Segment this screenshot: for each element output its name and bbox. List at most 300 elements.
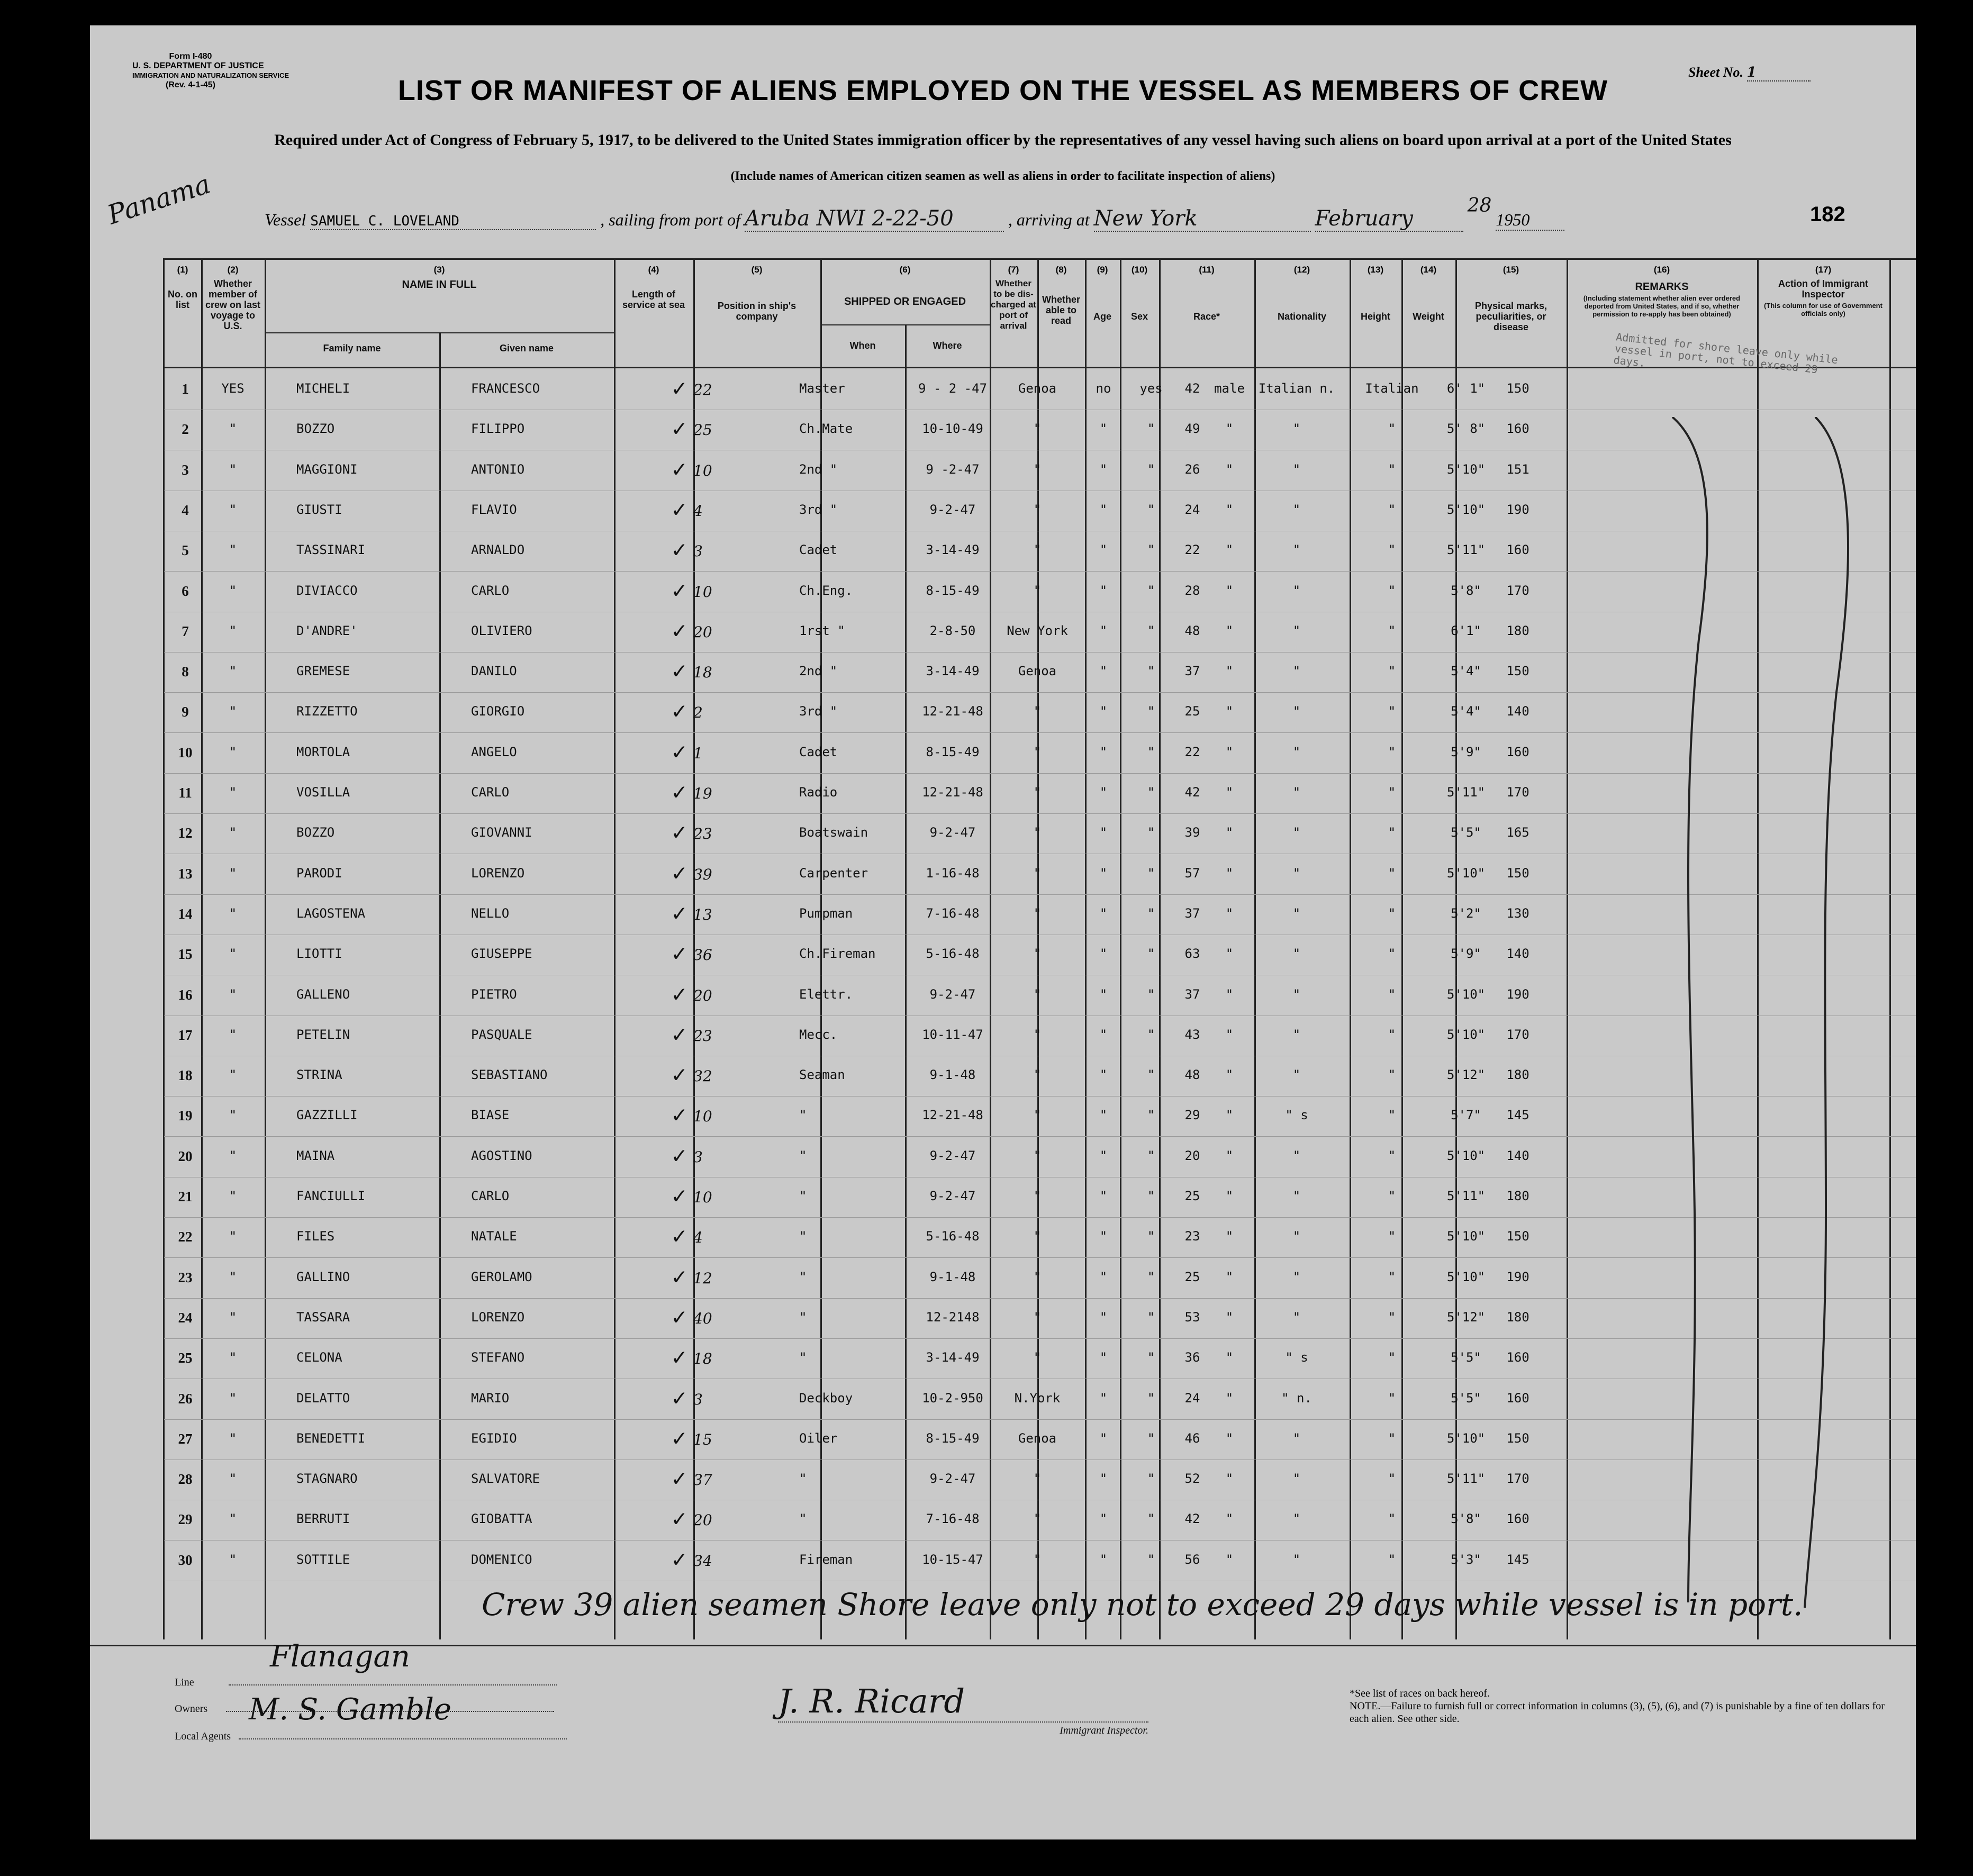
given-name: MARIO xyxy=(471,1390,510,1406)
family-name: SOTTILE xyxy=(296,1552,350,1567)
race: " xyxy=(1292,1511,1301,1527)
weight: 140 xyxy=(1506,1148,1529,1163)
row-number: 10 xyxy=(178,744,193,760)
check-mark-icon: ✓ xyxy=(672,576,686,604)
race: " xyxy=(1292,664,1301,679)
shipped-when: 5-16-48 xyxy=(926,946,980,962)
position: " xyxy=(799,1350,807,1365)
race: " xyxy=(1292,502,1301,517)
height: 5'12" xyxy=(1446,1067,1486,1083)
crew-last-voyage: " xyxy=(229,542,237,558)
nationality: " xyxy=(1388,744,1396,759)
nationality: " xyxy=(1388,1148,1396,1163)
sex: " xyxy=(1225,905,1234,921)
check-mark-icon: ✓ xyxy=(672,657,686,685)
height: 5'5" xyxy=(1451,1390,1481,1406)
nationality: " xyxy=(1388,1471,1396,1487)
discharged: no xyxy=(1096,381,1111,396)
shipped-where: " xyxy=(1033,502,1042,517)
sex: " xyxy=(1225,1430,1234,1446)
able-to-read: " xyxy=(1147,623,1155,638)
given-name: LORENZO xyxy=(471,865,525,881)
shipped-where: " xyxy=(1033,865,1042,881)
age: 22 xyxy=(1184,744,1200,759)
crew-last-voyage: " xyxy=(229,461,237,477)
height: 5'11" xyxy=(1446,542,1486,558)
height: 5'10" xyxy=(1446,1430,1486,1446)
sex: " xyxy=(1225,825,1234,840)
length-of-service: 23 xyxy=(693,1027,712,1045)
given-name: FLAVIO xyxy=(471,502,517,517)
shipped-when: 3-14-49 xyxy=(926,1350,980,1365)
able-to-read: " xyxy=(1147,1430,1155,1446)
given-name: DOMENICO xyxy=(471,1552,532,1567)
length-of-service: 10 xyxy=(693,1189,712,1206)
discharged: " xyxy=(1099,1390,1108,1406)
shipped-when: 9-2-47 xyxy=(929,986,976,1002)
age: 25 xyxy=(1184,704,1200,719)
discharged: " xyxy=(1099,704,1108,719)
weight: 160 xyxy=(1506,421,1529,437)
weight: 170 xyxy=(1506,583,1529,598)
col-num: (12) xyxy=(1293,265,1310,275)
height: 5'10" xyxy=(1446,986,1486,1002)
sex: " xyxy=(1225,1350,1234,1365)
row-number: 13 xyxy=(178,865,193,882)
discharged: " xyxy=(1099,986,1108,1002)
shipped-where: " xyxy=(1033,744,1042,759)
row-number: 21 xyxy=(178,1189,193,1204)
able-to-read: " xyxy=(1147,1229,1155,1244)
inspector-line xyxy=(778,1721,1148,1737)
row-number: 11 xyxy=(178,785,192,801)
age: 25 xyxy=(1184,1189,1200,1203)
sex: " xyxy=(1225,421,1234,437)
weight: 150 xyxy=(1506,1229,1529,1244)
header-remarks: REMARKS xyxy=(1635,281,1689,293)
nationality: " xyxy=(1388,1027,1396,1042)
given-name: BIASE xyxy=(471,1108,510,1123)
sex: " xyxy=(1225,1511,1234,1527)
family-name: BOZZO xyxy=(296,421,335,437)
shipped-when: 3-14-49 xyxy=(926,664,980,679)
race: " xyxy=(1292,785,1301,800)
position: " xyxy=(799,1229,807,1244)
shipped-when: 12-21-48 xyxy=(922,1108,983,1123)
nationality: " xyxy=(1388,1511,1396,1527)
family-name: STRINA xyxy=(296,1067,342,1083)
discharged: " xyxy=(1099,1269,1108,1284)
row-number: 18 xyxy=(178,1067,193,1084)
row-number: 29 xyxy=(178,1511,193,1528)
row-number: 2 xyxy=(182,421,189,438)
race: " xyxy=(1292,1148,1301,1163)
race: " xyxy=(1292,1269,1301,1284)
races-note: *See list of races on back hereof. xyxy=(1350,1688,1490,1699)
position: Ch.Fireman xyxy=(799,946,876,962)
position: 3rd " xyxy=(799,502,838,517)
length-of-service: 37 xyxy=(693,1471,712,1489)
family-name: BENEDETTI xyxy=(296,1430,366,1446)
length-of-service: 3 xyxy=(693,1390,703,1408)
position: Boatswain xyxy=(799,825,868,840)
length-of-service: 22 xyxy=(693,381,712,398)
position: " xyxy=(799,1148,807,1163)
arriving-port: New York xyxy=(1094,206,1311,232)
col-num: (7) xyxy=(1008,265,1019,275)
crew-last-voyage: " xyxy=(229,785,237,800)
weight: 170 xyxy=(1506,785,1529,800)
penalty-note: NOTE.—Failure to furnish full or correct information in columns (3), (5), (6), and (7) is punishable by a fine of ten dollars for each alien. See other side. xyxy=(1350,1700,1885,1725)
shipped-where: " xyxy=(1033,1189,1042,1203)
shipped-when: 9 -2-47 xyxy=(926,461,980,477)
nationality: " xyxy=(1388,502,1396,517)
discharged: " xyxy=(1099,664,1108,679)
discharged: " xyxy=(1099,502,1108,517)
row-number: 15 xyxy=(178,946,193,963)
position: 3rd " xyxy=(799,704,838,719)
agents-label: Local Agents xyxy=(175,1730,231,1742)
position: 2nd " xyxy=(799,461,838,477)
age: 46 xyxy=(1184,1430,1200,1446)
check-mark-icon: ✓ xyxy=(672,1344,686,1371)
nationality: " xyxy=(1388,986,1396,1002)
row-number: 19 xyxy=(178,1108,193,1124)
row-number: 9 xyxy=(182,704,189,720)
able-to-read: " xyxy=(1147,986,1155,1002)
discharged: " xyxy=(1099,825,1108,840)
position: Fireman xyxy=(799,1552,853,1567)
department: U. S. DEPARTMENT OF JUSTICE xyxy=(132,61,264,70)
able-to-read: " xyxy=(1147,1309,1155,1325)
age: 26 xyxy=(1184,461,1200,477)
shipped-where: " xyxy=(1033,1027,1042,1042)
row-number: 25 xyxy=(178,1350,193,1366)
family-name: CELONA xyxy=(296,1350,342,1365)
family-name: TASSINARI xyxy=(296,542,366,558)
row-number: 7 xyxy=(182,623,189,639)
col-num: (8) xyxy=(1055,265,1067,275)
vessel-name: SAMUEL C. LOVELAND xyxy=(310,213,596,230)
able-to-read: " xyxy=(1147,1471,1155,1487)
given-name: GEROLAMO xyxy=(471,1269,532,1284)
discharged: " xyxy=(1099,865,1108,881)
row-number: 6 xyxy=(182,583,189,599)
height: 5'8" xyxy=(1451,1511,1481,1527)
nationality: " xyxy=(1388,704,1396,719)
age: 29 xyxy=(1184,1108,1200,1123)
discharged: " xyxy=(1099,1430,1108,1446)
given-name: FILIPPO xyxy=(471,421,525,437)
crew-last-voyage: " xyxy=(229,1229,237,1244)
given-name: FRANCESCO xyxy=(471,381,540,396)
race: " xyxy=(1292,623,1301,638)
line-signature: Flanagan xyxy=(270,1639,410,1674)
flag-handwritten: Panama xyxy=(103,168,214,231)
length-of-service: 34 xyxy=(693,1552,712,1570)
race: " xyxy=(1292,1309,1301,1325)
discharged: " xyxy=(1099,1148,1108,1163)
height: 5'10" xyxy=(1446,461,1486,477)
header-shipped: SHIPPED OR ENGAGED xyxy=(844,296,966,307)
position: 2nd " xyxy=(799,664,838,679)
length-of-service: 13 xyxy=(693,905,712,923)
discharged: " xyxy=(1099,1471,1108,1487)
age: 57 xyxy=(1184,865,1200,881)
age: 37 xyxy=(1184,986,1200,1002)
able-to-read: " xyxy=(1147,825,1155,840)
col-num: (9) xyxy=(1097,265,1108,275)
date-day: 28 xyxy=(1467,195,1492,216)
crew-last-voyage: " xyxy=(229,744,237,759)
form-number: Form I-480 xyxy=(169,52,212,61)
age: 25 xyxy=(1184,1269,1200,1284)
shipped-when: 7-16-48 xyxy=(926,905,980,921)
crew-last-voyage: " xyxy=(229,905,237,921)
shipped-where: Genoa xyxy=(1018,664,1057,679)
family-name: BERRUTI xyxy=(296,1511,350,1527)
shipped-when: 10-10-49 xyxy=(922,421,983,437)
sex: " xyxy=(1225,1027,1234,1042)
position: Master xyxy=(799,381,845,396)
age: 48 xyxy=(1184,623,1200,638)
nationality: " xyxy=(1388,664,1396,679)
header-family-name: Family name xyxy=(323,343,381,354)
shipped-when: 12-21-48 xyxy=(922,704,983,719)
age: 53 xyxy=(1184,1309,1200,1325)
able-to-read: " xyxy=(1147,1511,1155,1527)
able-to-read: " xyxy=(1147,1189,1155,1203)
able-to-read: " xyxy=(1147,1269,1155,1284)
footer-agents-row xyxy=(175,1730,567,1743)
family-name: GREMESE xyxy=(296,664,350,679)
weight: 190 xyxy=(1506,1269,1529,1284)
col-num: (15) xyxy=(1503,265,1519,275)
length-of-service: 32 xyxy=(693,1067,712,1085)
admission-stamp: Admitted for shore leave only while vessel in port, not to exceed 29 days. xyxy=(1613,330,1839,376)
able-to-read: " xyxy=(1147,1027,1155,1042)
sex: " xyxy=(1225,583,1234,598)
height: 5'4" xyxy=(1451,704,1481,719)
shipped-when: 9 - 2 -47 xyxy=(918,381,988,396)
height: 5'2" xyxy=(1451,905,1481,921)
race: " xyxy=(1292,1067,1301,1083)
crew-last-voyage: " xyxy=(229,1350,237,1365)
nationality: " xyxy=(1388,1430,1396,1446)
shipped-where: " xyxy=(1033,785,1042,800)
shipped-when: 8-15-49 xyxy=(926,1430,980,1446)
length-of-service: 15 xyxy=(693,1430,712,1448)
able-to-read: " xyxy=(1147,865,1155,881)
check-mark-icon: ✓ xyxy=(672,738,686,765)
race: " xyxy=(1292,542,1301,558)
row-number: 20 xyxy=(178,1148,193,1164)
col-num: (13) xyxy=(1367,265,1384,275)
header-when: When xyxy=(849,340,876,351)
given-name: NATALE xyxy=(471,1229,517,1244)
family-name: STAGNARO xyxy=(296,1471,358,1487)
position: " xyxy=(799,1269,807,1284)
position: 1rst " xyxy=(799,623,845,638)
discharged: " xyxy=(1099,1511,1108,1527)
table-row xyxy=(164,369,1916,410)
family-name: MICHELI xyxy=(296,381,350,396)
shipped-when: 7-16-48 xyxy=(926,1511,980,1527)
position: Seaman xyxy=(799,1067,845,1083)
shipped-when: 10-2-950 xyxy=(922,1390,983,1406)
shipped-where: " xyxy=(1033,825,1042,840)
given-name: CARLO xyxy=(471,785,510,800)
check-mark-icon: ✓ xyxy=(672,1384,686,1411)
age: 20 xyxy=(1184,1148,1200,1163)
family-name: TASSARA xyxy=(296,1309,350,1325)
shipped-when: 1-16-48 xyxy=(926,865,980,881)
line-label: Line xyxy=(175,1676,194,1688)
requirement-text: Required under Act of Congress of February 5, 1917, to be delivered to the United States immigration officer by the representatives of any vessel having such aliens on board upon arrival at a port of the United States xyxy=(274,131,1732,149)
crew-last-voyage: " xyxy=(229,1511,237,1527)
header-name: NAME IN FULL xyxy=(402,279,477,291)
age: 24 xyxy=(1184,1390,1200,1406)
position: " xyxy=(799,1189,807,1203)
length-of-service: 19 xyxy=(693,785,712,802)
race: " xyxy=(1292,461,1301,477)
service: IMMIGRATION AND NATURALIZATION SERVICE xyxy=(132,71,289,79)
race: " xyxy=(1292,986,1301,1002)
sex: " xyxy=(1225,1552,1234,1567)
weight: 140 xyxy=(1506,946,1529,962)
weight: 160 xyxy=(1506,542,1529,558)
crew-last-voyage: " xyxy=(229,1471,237,1487)
header-discharged: Whether to be dis-charged at port of arrival xyxy=(991,278,1036,331)
height: 5'3" xyxy=(1451,1552,1481,1567)
sex: " xyxy=(1225,1390,1234,1406)
table-top-rule xyxy=(164,258,1916,260)
length-of-service: 4 xyxy=(693,1229,703,1247)
nationality: " xyxy=(1388,1229,1396,1244)
age: 42 xyxy=(1184,381,1200,396)
race: " xyxy=(1292,744,1301,759)
sheet-value: 1 xyxy=(1747,65,1811,81)
family-name: PARODI xyxy=(296,865,342,881)
row-number: 5 xyxy=(182,542,189,559)
check-mark-icon: ✓ xyxy=(672,778,686,805)
check-mark-icon: ✓ xyxy=(672,495,686,523)
weight: 150 xyxy=(1506,1430,1529,1446)
race: " xyxy=(1292,825,1301,840)
sex: " xyxy=(1225,1229,1234,1244)
crew-last-voyage: " xyxy=(229,1148,237,1163)
check-mark-icon: ✓ xyxy=(672,375,686,402)
check-mark-icon: ✓ xyxy=(672,536,686,564)
row-number: 17 xyxy=(178,1027,193,1043)
able-to-read: " xyxy=(1147,542,1155,558)
nationality: " xyxy=(1388,905,1396,921)
able-to-read: " xyxy=(1147,1350,1155,1365)
sex: male xyxy=(1214,381,1245,396)
shipped-when: 9-2-47 xyxy=(929,1189,976,1203)
length-of-service: 18 xyxy=(693,664,712,682)
discharged: " xyxy=(1099,1108,1108,1123)
position: Pumpman xyxy=(799,905,853,921)
family-name: D'ANDRE' xyxy=(296,623,358,638)
position: " xyxy=(799,1511,807,1527)
nationality: " xyxy=(1388,865,1396,881)
discharged: " xyxy=(1099,542,1108,558)
crew-last-voyage: " xyxy=(229,583,237,598)
given-name: GIORGIO xyxy=(471,704,525,719)
discharged: " xyxy=(1099,1350,1108,1365)
inspector-label: Immigrant Inspector. xyxy=(1060,1725,1148,1736)
family-name: FILES xyxy=(296,1229,335,1244)
sex: " xyxy=(1225,461,1234,477)
height: 5'9" xyxy=(1451,946,1481,962)
check-mark-icon: ✓ xyxy=(672,859,686,886)
nationality: " xyxy=(1388,542,1396,558)
age: 56 xyxy=(1184,1552,1200,1567)
weight: 190 xyxy=(1506,986,1529,1002)
race: " xyxy=(1292,865,1301,881)
age: 63 xyxy=(1184,946,1200,962)
discharged: " xyxy=(1099,1067,1108,1083)
shipped-when: 12-21-48 xyxy=(922,785,983,800)
age: 43 xyxy=(1184,1027,1200,1042)
shipped-when: 12-2148 xyxy=(926,1309,980,1325)
header-no: No. on list xyxy=(168,289,197,310)
shipped-where: " xyxy=(1033,1511,1042,1527)
nationality: " xyxy=(1388,1309,1396,1325)
position: Deckboy xyxy=(799,1390,853,1406)
discharged: " xyxy=(1099,421,1108,437)
able-to-read: " xyxy=(1147,1148,1155,1163)
check-mark-icon: ✓ xyxy=(672,697,686,725)
height: 5'5" xyxy=(1451,825,1481,840)
given-name: GIUSEPPE xyxy=(471,946,532,962)
sex: " xyxy=(1225,1309,1234,1325)
weight: 130 xyxy=(1506,905,1529,921)
given-name: DANILO xyxy=(471,664,517,679)
col-num: (16) xyxy=(1653,265,1670,275)
weight: 170 xyxy=(1506,1471,1529,1487)
family-name: GIUSTI xyxy=(296,502,342,517)
height: 5'11" xyxy=(1446,1471,1486,1487)
weight: 165 xyxy=(1506,825,1529,840)
row-number: 1 xyxy=(182,381,189,397)
weight: 190 xyxy=(1506,502,1529,517)
able-to-read: " xyxy=(1147,905,1155,921)
crew-last-voyage: " xyxy=(229,1189,237,1203)
sex: " xyxy=(1225,1148,1234,1163)
discharged: " xyxy=(1099,1027,1108,1042)
able-to-read: " xyxy=(1147,1108,1155,1123)
age: 28 xyxy=(1184,583,1200,598)
nationality: " xyxy=(1388,623,1396,638)
able-to-read: " xyxy=(1147,946,1155,962)
include-note: (Include names of American citizen seamen as well as aliens in order to facilitate inspection of aliens) xyxy=(730,169,1275,183)
shipped-where: " xyxy=(1033,946,1042,962)
check-mark-icon: ✓ xyxy=(672,1020,686,1048)
vessel-line xyxy=(265,195,1564,232)
date-month: February xyxy=(1315,206,1463,232)
given-name: AGOSTINO xyxy=(471,1148,532,1163)
race: " xyxy=(1292,905,1301,921)
date-year: 1950 xyxy=(1496,210,1564,231)
footer-notes xyxy=(1350,1687,1889,1725)
position: Carpenter xyxy=(799,865,868,881)
crew-last-voyage: " xyxy=(229,421,237,437)
able-to-read: " xyxy=(1147,461,1155,477)
manifest-page xyxy=(90,25,1916,1839)
age: 22 xyxy=(1184,542,1200,558)
